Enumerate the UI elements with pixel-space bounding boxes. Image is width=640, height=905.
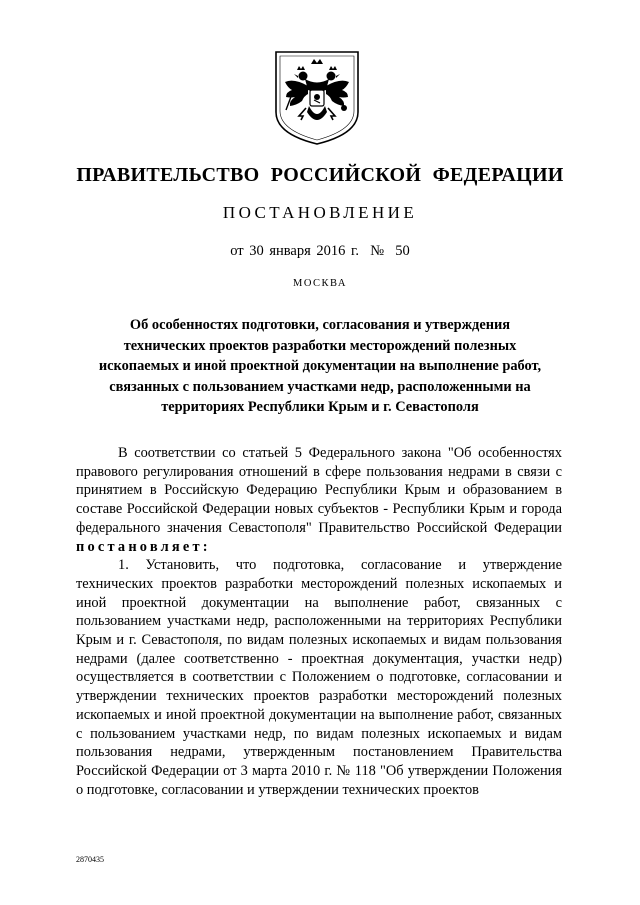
russian-coat-of-arms-icon <box>272 50 362 146</box>
document-type: ПОСТАНОВЛЕНИЕ <box>222 203 418 222</box>
document-body <box>76 444 562 799</box>
document-code: 2870435 <box>76 855 104 864</box>
decree-word: постановляет: <box>76 538 211 555</box>
document-subject: Об особенностях подготовки, согласования и утверждения технических проектов разработки месторождений полезных ископаемых и иной проектной документации на выполнение работ, связанных с пользованием участками недр, расположенными на территориях Республики Крым и г. Севастополя <box>98 317 542 415</box>
government-title: ПРАВИТЕЛЬСТВО РОССИЙСКОЙ ФЕДЕРАЦИИ <box>76 164 564 186</box>
document-date-number: от 30 января 2016 г. № 50 <box>230 243 410 259</box>
document-city: МОСКВА <box>293 278 347 289</box>
preamble-text: В соответствии со статьей 5 Федерального закона "Об особенностях правового регулирования отношений в сфере пользования недрами в связи с принятием в Российскую Федерацию Республики Крым и образованием в составе Российской Федерации новых субъектов - Республики Крым и города федерального значения Севастополя" Правительство Российской Федерации <box>76 445 562 536</box>
item-1-paragraph: 1. Установить, что подготовка, согласование и утверждение технических проектов разработки месторождений полезных ископаемых и иной проектной документации на выполнение работ, связанных с пользованием участками недр, расположенными на территориях Республики Крым и г. Севастополя, по видам полезных ископаемых и видам пользования недрами (далее соответственно - проектная документация, участки недр) осуществляется в соответствии с Положением о подготовке, согласовании и утверждении технических проектов разработки месторождений полезных ископаемых и иной проектной документации на выполнение работ, связанных с пользованием участками недр, по видам полезных ископаемых и видам пользования недрами, утвержденным постановлением Правительства Российской Федерации от 3 марта 2010 г. № 118 "Об утверждении Положения о подготовке, согласовании и утверждении технических проектов <box>76 557 562 798</box>
preamble-paragraph <box>76 444 562 556</box>
